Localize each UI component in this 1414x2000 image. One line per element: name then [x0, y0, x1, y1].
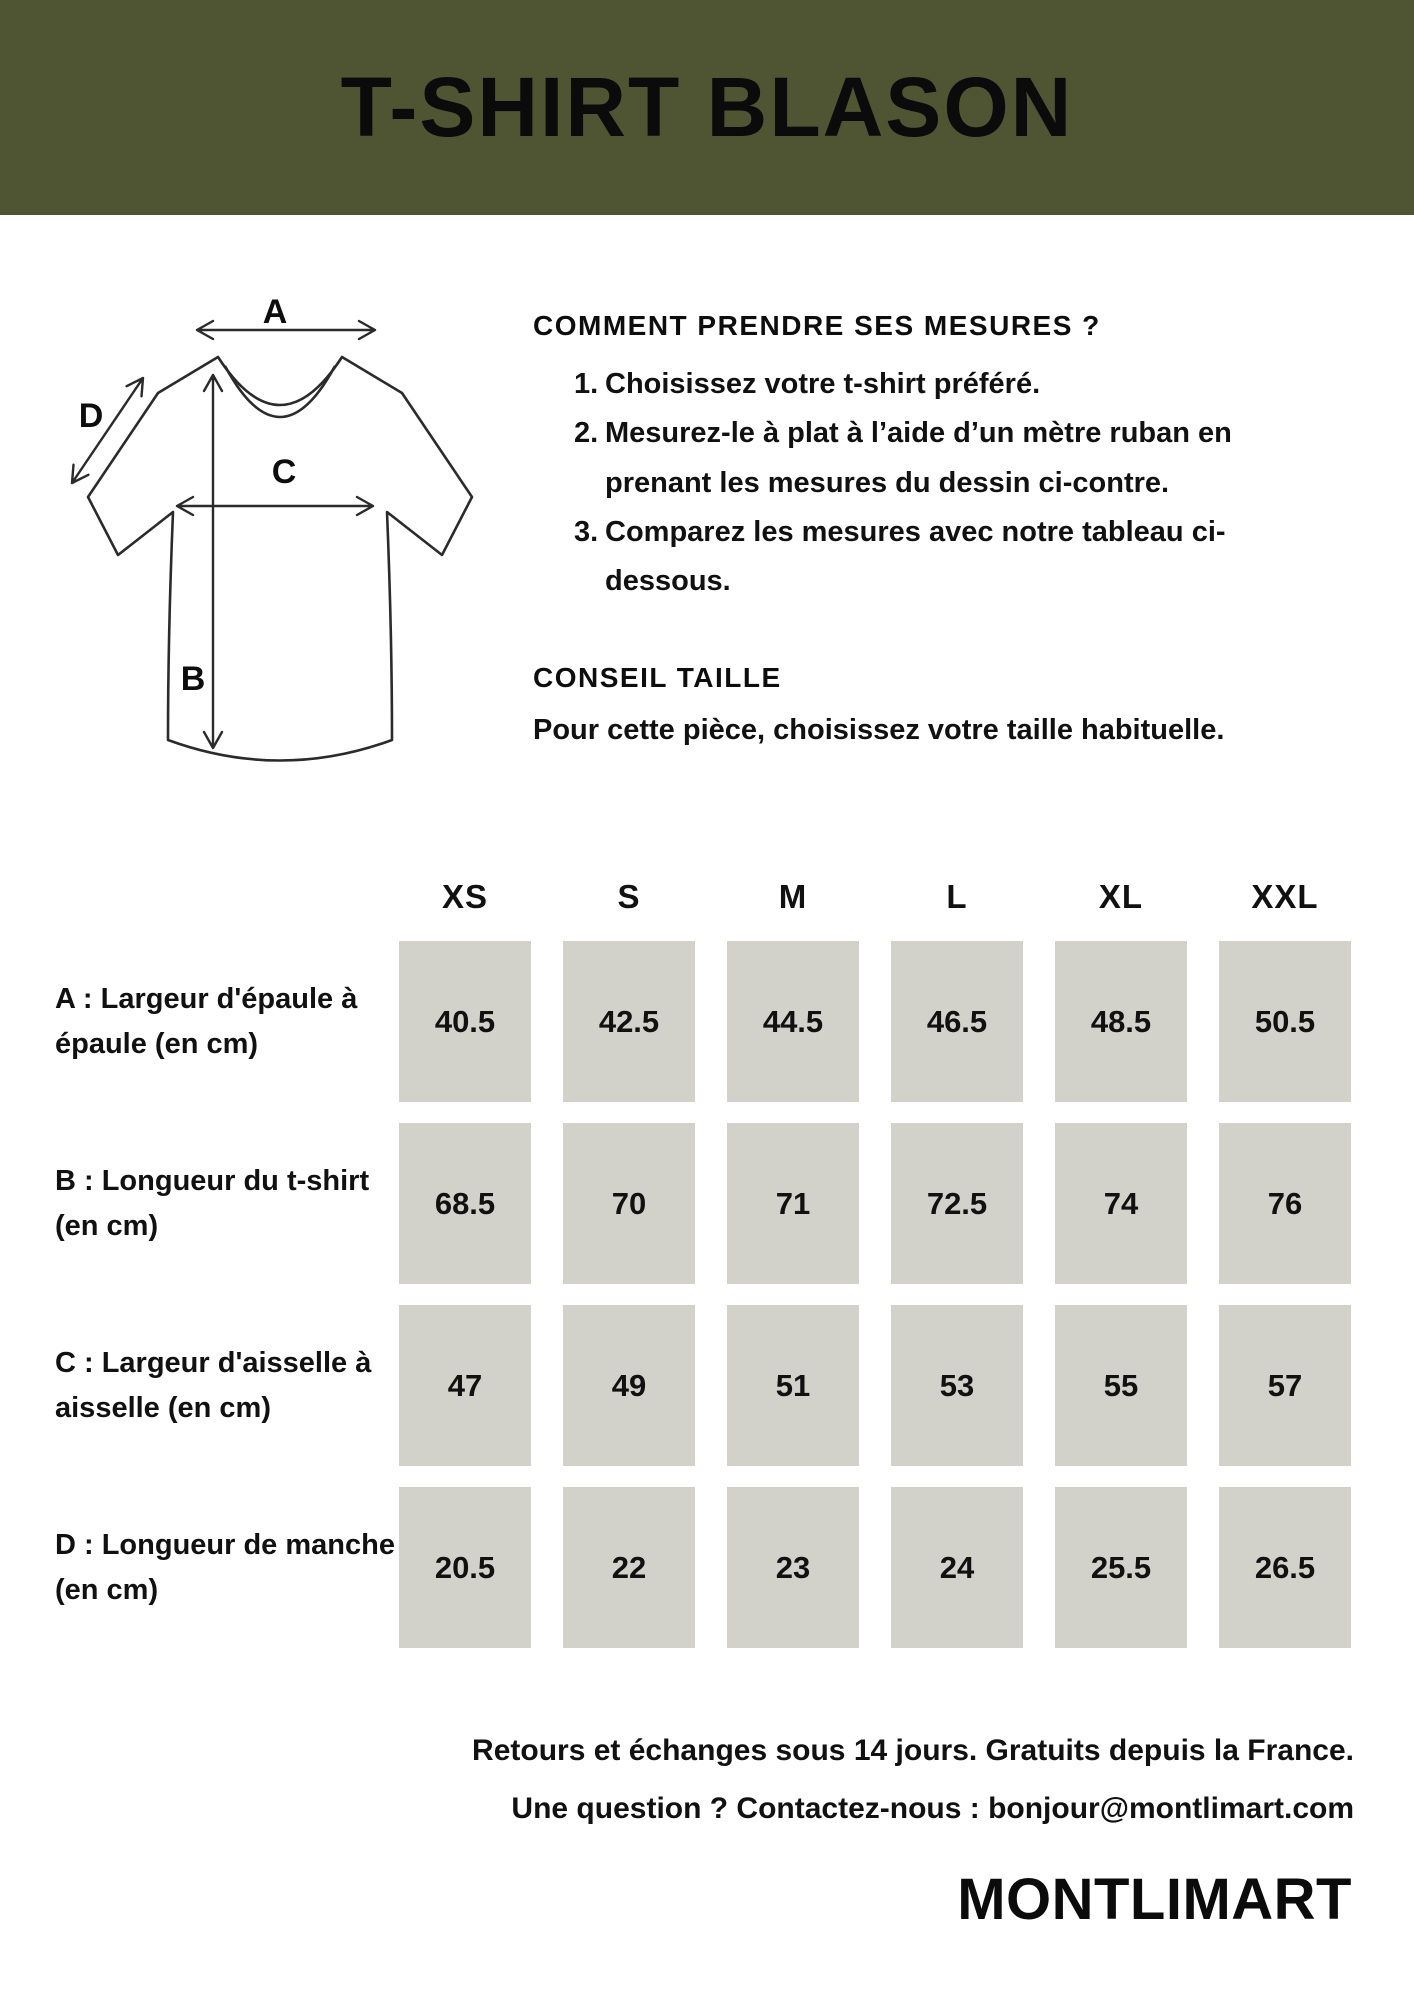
- arrow-c-chest-width: [177, 497, 373, 515]
- measurement-cell: 25.5: [1055, 1487, 1187, 1648]
- diagram-label-a: A: [262, 293, 288, 331]
- measurement-cell: 24: [891, 1487, 1023, 1648]
- row-label-b: B : Longueur du t-shirt (en cm): [55, 1164, 370, 1242]
- diagram-label-b: B: [180, 660, 206, 698]
- returns-info: Retours et échanges sous 14 jours. Gratuits depuis la France.: [472, 1734, 1354, 1767]
- measurement-cell: 74: [1055, 1123, 1187, 1284]
- measurement-cell: 68.5: [399, 1123, 531, 1284]
- size-advice-heading: CONSEIL TAILLE: [533, 662, 782, 694]
- measurement-cell: 53: [891, 1305, 1023, 1466]
- size-advice-text: Pour cette pièce, choisissez votre taille habituelle.: [533, 714, 1225, 747]
- table-corner-spacer: [55, 872, 395, 920]
- size-header-xs: XS: [441, 878, 489, 915]
- measurement-cell: 51: [727, 1305, 859, 1466]
- measurement-cell: 26.5: [1219, 1487, 1351, 1648]
- size-header-s: S: [617, 878, 641, 915]
- measurement-cell: 23: [727, 1487, 859, 1648]
- measurement-cell: 57: [1219, 1305, 1351, 1466]
- measurement-cell: 46.5: [891, 941, 1023, 1102]
- measurement-cell: 22: [563, 1487, 695, 1648]
- arrow-b-body-length: [204, 375, 222, 748]
- measurement-cell: 20.5: [399, 1487, 531, 1648]
- measurement-cell: 44.5: [727, 941, 859, 1102]
- instruction-step: Choisissez votre t-shirt préféré.: [605, 368, 1041, 400]
- page-title: T-SHIRT BLASON: [340, 60, 1074, 154]
- instruction-step: Comparez les mesures avec notre tableau ci-dessous.: [605, 515, 1226, 598]
- row-label-d: D : Longueur de manche (en cm): [55, 1528, 395, 1606]
- size-table: [55, 872, 1383, 1648]
- measurement-cell: 50.5: [1219, 941, 1351, 1102]
- measurement-cell: 47: [399, 1305, 531, 1466]
- measurement-cell: 76: [1219, 1123, 1351, 1284]
- footer-note: [472, 1722, 1354, 1838]
- size-header-l: L: [946, 878, 968, 915]
- tshirt-measurement-diagram: [40, 225, 520, 805]
- brand-logo: MONTLIMART: [957, 1867, 1352, 1932]
- row-label-a: A : Largeur d'épaule à épaule (en cm): [55, 982, 358, 1060]
- size-header-m: M: [778, 878, 808, 915]
- measurement-cell: 40.5: [399, 941, 531, 1102]
- measurement-cell: 48.5: [1055, 941, 1187, 1102]
- measurement-cell: 55: [1055, 1305, 1187, 1466]
- measurement-cell: 49: [563, 1305, 695, 1466]
- measurement-cell: 42.5: [563, 941, 695, 1102]
- size-header-xl: XL: [1098, 878, 1144, 915]
- header-banner: [0, 0, 1414, 215]
- contact-info: Une question ? Contactez-nous : bonjour@montlimart.com: [511, 1792, 1354, 1825]
- instructions-heading: COMMENT PRENDRE SES MESURES ?: [533, 310, 1101, 341]
- diagram-label-d: D: [78, 397, 104, 435]
- measurement-cell: 70: [563, 1123, 695, 1284]
- measurement-cell: 71: [727, 1123, 859, 1284]
- measuring-instructions: [533, 310, 1363, 751]
- instructions-list: [533, 360, 1334, 606]
- instruction-step: Mesurez-le à plat à l’aide d’un mètre ruban en prenant les mesures du dessin ci-contre.: [605, 417, 1232, 499]
- size-header-xxl: XXL: [1251, 878, 1319, 915]
- measurement-cell: 72.5: [891, 1123, 1023, 1284]
- diagram-label-c: C: [271, 453, 297, 491]
- collar-inner-line: [225, 366, 335, 417]
- row-label-c: C : Largeur d'aisselle à aisselle (en cm): [55, 1346, 372, 1424]
